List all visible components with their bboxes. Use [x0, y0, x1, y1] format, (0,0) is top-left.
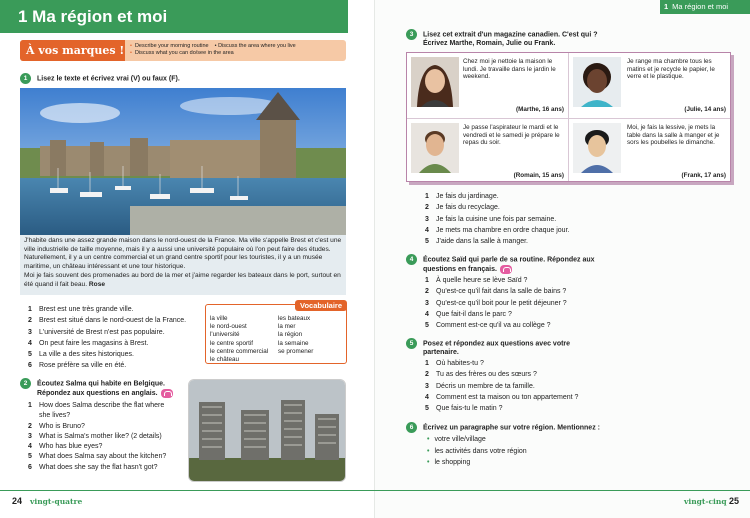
list-item: 4 On peut faire les magasins à Brest.	[28, 339, 149, 347]
list-item: 5 La ville a des sites historiques.	[28, 351, 134, 359]
entry-author: (Marthe, 16 ans)	[516, 106, 564, 114]
objective-item: • Describe your morning routine • Discuss the area where you live	[130, 43, 302, 50]
marthe-photo	[411, 57, 459, 107]
apartment-buildings-photo	[188, 379, 346, 482]
exercise-6-instruction: 6 Écrivez un paragraphe sur votre région. Mentionnez :	[406, 422, 600, 433]
objectives-list	[130, 43, 302, 57]
list-item: 1 Où habites-tu ?	[425, 360, 484, 367]
list-item: 5 Que fais-tu le matin ?	[425, 405, 503, 413]
exercise-2-questions	[28, 401, 166, 473]
audio-icon[interactable]	[500, 265, 512, 274]
exercise-number: 5	[406, 338, 417, 349]
list-item: 2 Tu as des frères ou des sœurs ?	[425, 371, 537, 379]
rose-signature: Rose	[88, 280, 106, 288]
list-item: 6 Rose préfère sa ville en été.	[28, 362, 127, 370]
objective-item: • Discuss what you can do/see in the area	[130, 50, 302, 57]
romain-photo	[411, 123, 459, 173]
list-item: • les activités dans votre région	[427, 446, 527, 458]
list-item: 2 Qu'est-ce qu'il fait dans la salle de bains ?	[425, 288, 567, 296]
list-item: 5 What does Salma say about the kitchen?	[28, 453, 167, 461]
list-item: 2 Je fais du recyclage.	[425, 204, 500, 212]
vocabulary-column-1: la ville le nord-ouest l'université le centre sportif le centre commercial le château	[210, 315, 269, 364]
list-item: 4 Who has blue eyes?	[28, 443, 103, 451]
objectives-title: À vos marques !	[20, 40, 125, 61]
list-item: 1 Brest est une très grande ville.	[28, 306, 134, 313]
list-item: 6 What does she say the flat hasn't got?	[28, 463, 158, 471]
exercise-3-statements	[425, 191, 569, 247]
exercise-1-instruction: 1 Lisez le texte et écrivez vrai (V) ou faux (F).	[20, 73, 180, 84]
exercise-2-instruction: 2 Écoutez Salma qui habite en Belgique. Répondez aux questions en anglais.	[20, 378, 173, 399]
list-item: 4 Que fait-il dans le parc ?	[425, 310, 512, 318]
magazine-entry-julie: Je range ma chambre tous les matins et je recycle le papier, le verre et le plastique. (Julie, 14 ans)	[569, 53, 730, 117]
exercise-number: 1	[20, 73, 31, 84]
exercise-6-bullets	[427, 434, 527, 469]
entry-author: (Romain, 15 ans)	[513, 172, 564, 180]
list-item: • le shopping	[427, 457, 527, 469]
exercise-number: 3	[406, 29, 417, 40]
rose-paragraph-1: J'habite dans une assez grande maison dans le nord-ouest de la France. Ma ville s'appelle Brest et c'est une ville industrielle de taille moyenne, mais il y a aussi une université populaire où l'on peut faire des études. Naturellement, il y a un centre commercial et un grand centre sportif pour les touristes, il y a un musée maritime, un château intéressant et une tour historique.	[24, 237, 342, 270]
list-item: 1 Je fais du jardinage.	[425, 193, 499, 200]
page-number-right: 25	[729, 496, 740, 506]
chapter-tab: 1 Ma région et moi	[660, 0, 750, 14]
magazine-entry-marthe: Chez moi je nettoie la maison le lundi. Je travaille dans le jardin le weekend. (Marthe, 16 ans)	[407, 53, 568, 117]
chapter-title: 1 Ma région et moi	[0, 0, 348, 33]
magazine-entry-romain: Je passe l'aspirateur le mardi et le vendredi et le samedi je prépare le repas du soir. (Romain, 15 ans)	[407, 119, 568, 183]
entry-author: (Julie, 14 ans)	[684, 106, 726, 114]
magazine-entry-frank: Moi, je fais la lessive, je mets la table dans la salle à manger et je sors les poubelles le dimanche. (Frank, 17 ans)	[569, 119, 730, 183]
list-item: 3 Qu'est-ce qu'il boit pour le petit déjeuner ?	[425, 299, 567, 307]
audio-icon[interactable]	[161, 389, 173, 398]
exercise-5-questions	[425, 358, 578, 414]
exercise-1-statements	[28, 304, 186, 372]
list-item: • votre ville/village	[427, 434, 527, 446]
list-item: 5 Comment est-ce qu'il va au collège ?	[425, 322, 551, 330]
list-item: 3 What is Salma's mother like? (2 details)	[28, 432, 162, 440]
rose-paragraph-2: Moi je fais souvent des promenades au bord de la mer et j'aime regarder les bateaux dans le port, surtout en été quand il fait beau. Rose	[24, 272, 341, 288]
rose-text	[20, 235, 346, 295]
exercise-number: 4	[406, 254, 417, 265]
list-item: 2 Who is Bruno?	[28, 422, 85, 430]
page-number-left: 24	[12, 496, 23, 506]
exercise-number: 2	[20, 378, 31, 389]
exercise-3-instruction: 3 Lisez cet extrait d'un magazine canadien. C'est qui ? Écrivez Marthe, Romain, Julie ou Frank.	[406, 29, 597, 49]
julie-photo	[573, 57, 621, 107]
page-word-right: vingt-cinq	[684, 497, 727, 506]
list-item: she lives?	[39, 412, 71, 420]
list-item: 5 J'aide dans la salle à manger.	[425, 238, 529, 246]
list-item: 1 How does Salma describe the flat where	[28, 402, 165, 409]
vocabulary-box	[205, 301, 347, 364]
list-item: 3 L'université de Brest n'est pas populaire.	[28, 328, 165, 336]
list-item: 2 Brest est situé dans le nord-ouest de la France.	[28, 317, 187, 325]
footer-rule	[0, 490, 750, 491]
vocabulary-column-2: les bateaux la mer la région la semaine se promener	[278, 315, 314, 355]
exercise-5-instruction: 5 Posez et répondez aux questions avec votre partenaire.	[406, 338, 570, 358]
exercise-4-instruction: 4 Écoutez Saïd qui parle de sa routine. Répondez aux questions en français.	[406, 254, 595, 275]
objectives-banner	[20, 40, 346, 61]
brest-castle-photo	[20, 88, 346, 236]
exercise-4-questions	[425, 275, 567, 331]
exercise-number: 6	[406, 422, 417, 433]
frank-photo	[573, 123, 621, 173]
list-item: 4 Je mets ma chambre en ordre chaque jour.	[425, 226, 570, 234]
magazine-extract	[406, 52, 731, 182]
list-item: 3 Décris un membre de ta famille.	[425, 382, 535, 390]
vocabulary-title: Vocabulaire	[295, 300, 347, 311]
list-item: 1 À quelle heure se lève Saïd ?	[425, 277, 528, 284]
page-word-left: vingt-quatre	[30, 497, 83, 506]
entry-author: (Frank, 17 ans)	[681, 172, 726, 180]
list-item: 4 Comment est ta maison ou ton appartement ?	[425, 393, 579, 401]
list-item: 3 Je fais la cuisine une fois par semaine.	[425, 215, 557, 223]
